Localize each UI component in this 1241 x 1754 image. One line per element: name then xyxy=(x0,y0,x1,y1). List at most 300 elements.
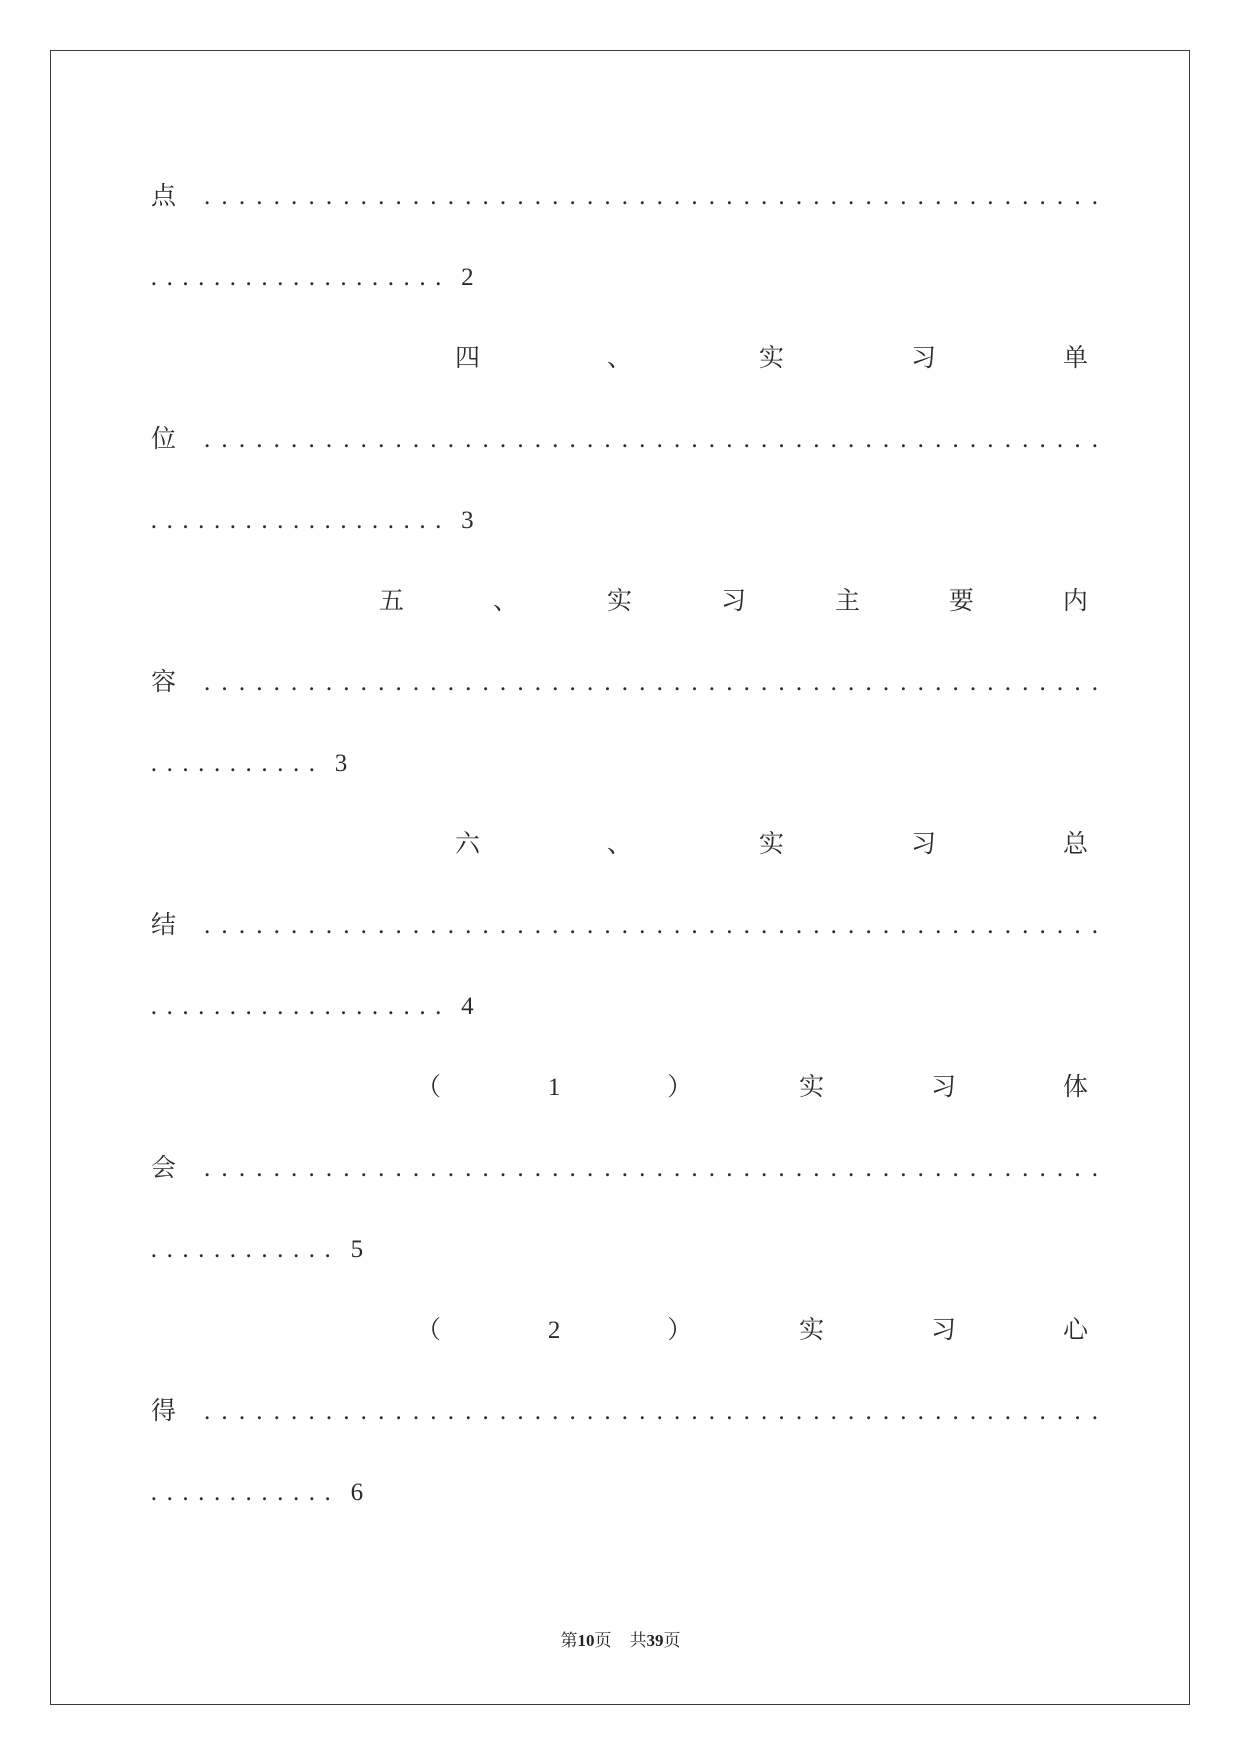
leader-dot: . xyxy=(343,669,350,696)
toc-page-number: 4 xyxy=(461,993,474,1020)
footer-current-page: 10 xyxy=(577,1631,595,1650)
leader-dot: . xyxy=(604,912,611,939)
leader-dot: . xyxy=(213,1479,221,1506)
leader-dot: . xyxy=(482,426,489,453)
page-footer xyxy=(0,1629,1241,1653)
leader-dot: . xyxy=(586,669,594,696)
leader-dot: . xyxy=(1091,1155,1098,1182)
leader-dot: . xyxy=(691,426,698,453)
leader-dot: . xyxy=(198,993,205,1020)
leader-dot: . xyxy=(1056,1398,1064,1425)
dot-leader xyxy=(146,1452,336,1533)
toc-label-end: 得 xyxy=(151,1398,177,1425)
leader-dot: . xyxy=(639,669,646,696)
leader-dot: . xyxy=(499,669,507,696)
leader-dot: . xyxy=(935,1155,942,1182)
leader-dot: . xyxy=(743,1398,750,1425)
leader-dot: . xyxy=(387,507,394,534)
leader-dot: . xyxy=(277,750,284,777)
leader-dot: . xyxy=(182,507,189,534)
leader-dot: . xyxy=(743,912,750,939)
leader-dot: . xyxy=(213,750,221,777)
leader-dot: . xyxy=(1022,669,1029,696)
toc-heading xyxy=(379,561,1088,642)
heading-char: 内 xyxy=(1062,588,1088,615)
leader-dot: . xyxy=(517,1155,524,1182)
leader-dot: . xyxy=(726,426,733,453)
leader-dot: . xyxy=(277,264,284,291)
leader-dot: . xyxy=(291,669,298,696)
leader-dot: . xyxy=(900,1398,907,1425)
toc-label-end: 容 xyxy=(151,669,177,696)
leader-dot: . xyxy=(324,264,331,291)
leader-dot: . xyxy=(830,1155,837,1182)
leader-dot: . xyxy=(356,507,363,534)
leader-dot: . xyxy=(412,426,420,453)
toc-line xyxy=(0,561,1241,642)
leader-dot: . xyxy=(604,183,611,210)
leader-dot: . xyxy=(360,426,367,453)
leader-dot: . xyxy=(340,993,347,1020)
leader-dot: . xyxy=(387,264,394,291)
leader-dot: . xyxy=(198,1479,205,1506)
leader-dot: . xyxy=(517,1398,524,1425)
heading-char: 实 xyxy=(799,1074,825,1101)
leader-dot: . xyxy=(343,426,350,453)
leader-dot: . xyxy=(569,426,576,453)
leader-dot: . xyxy=(340,507,347,534)
leader-dot: . xyxy=(552,1155,559,1182)
leader-dot: . xyxy=(403,993,410,1020)
leader-dot: . xyxy=(465,1398,472,1425)
heading-char: 习 xyxy=(931,1317,957,1344)
leader-dot: . xyxy=(419,264,426,291)
toc-leader-tail xyxy=(146,723,347,804)
leader-dot: . xyxy=(412,183,420,210)
leader-dot: . xyxy=(778,1155,785,1182)
leader-dot: . xyxy=(1004,1155,1011,1182)
leader-dot: . xyxy=(245,507,252,534)
leader-dot: . xyxy=(534,1398,541,1425)
leader-dot: . xyxy=(324,993,331,1020)
leader-dot: . xyxy=(256,426,263,453)
leader-dot: . xyxy=(499,426,507,453)
leader-dot: . xyxy=(325,426,333,453)
leader-dot: . xyxy=(482,1155,489,1182)
leader-dot: . xyxy=(639,426,646,453)
leader-dot: . xyxy=(435,264,442,291)
toc-label-end: 位 xyxy=(151,426,177,453)
leader-dot: . xyxy=(691,183,698,210)
toc-line xyxy=(0,480,1241,561)
toc-line xyxy=(0,1047,1241,1128)
leader-dot: . xyxy=(430,912,437,939)
leader-dot: . xyxy=(987,1155,994,1182)
leader-dot: . xyxy=(917,183,924,210)
leader-dot: . xyxy=(848,183,855,210)
leader-dot: . xyxy=(795,426,803,453)
footer-page-prefix: 第 xyxy=(560,1631,578,1650)
toc-line xyxy=(0,156,1241,237)
leader-dot: . xyxy=(430,1155,437,1182)
leader-dot: . xyxy=(743,1155,750,1182)
leader-dot: . xyxy=(813,669,820,696)
leader-dot: . xyxy=(324,1236,331,1263)
leader-dot: . xyxy=(534,1155,541,1182)
leader-dot: . xyxy=(1004,1398,1011,1425)
leader-dot: . xyxy=(552,669,559,696)
leader-dot: . xyxy=(917,1155,924,1182)
heading-char: 、 xyxy=(492,588,518,615)
leader-dot: . xyxy=(419,507,426,534)
leader-dot: . xyxy=(569,1155,576,1182)
leader-dot: . xyxy=(395,183,402,210)
leader-dot: . xyxy=(569,669,576,696)
leader-dot: . xyxy=(182,264,189,291)
leader-dot: . xyxy=(277,1236,284,1263)
leader-dot: . xyxy=(586,183,594,210)
leader-dot: . xyxy=(378,1155,385,1182)
heading-char: ） xyxy=(667,1074,693,1101)
leader-dot: . xyxy=(830,912,837,939)
leader-dot: . xyxy=(865,1398,872,1425)
heading-char: 五 xyxy=(379,588,405,615)
leader-dot: . xyxy=(778,912,785,939)
leader-dot: . xyxy=(691,1398,698,1425)
leader-dot: . xyxy=(360,912,367,939)
leader-dot: . xyxy=(1004,669,1011,696)
leader-dot: . xyxy=(166,1236,173,1263)
leader-dot: . xyxy=(1056,183,1064,210)
leader-dot: . xyxy=(552,183,559,210)
leader-dot: . xyxy=(621,1398,628,1425)
leader-dot: . xyxy=(691,912,698,939)
leader-dot: . xyxy=(604,1155,611,1182)
leader-dot: . xyxy=(343,1398,350,1425)
leader-dot: . xyxy=(1004,912,1011,939)
leader-dot: . xyxy=(324,507,331,534)
leader-dot: . xyxy=(499,183,507,210)
leader-dot: . xyxy=(325,183,333,210)
leader-dot: . xyxy=(221,426,228,453)
leader-dot: . xyxy=(569,912,576,939)
leader-dot: . xyxy=(917,912,924,939)
leader-dot: . xyxy=(213,993,221,1020)
toc-heading xyxy=(416,1290,1088,1371)
leader-dot: . xyxy=(261,750,268,777)
leader-dot: . xyxy=(639,1398,646,1425)
toc-page-number: 5 xyxy=(350,1236,364,1263)
leader-dot: . xyxy=(1091,426,1098,453)
leader-dot: . xyxy=(273,183,280,210)
leader-dot: . xyxy=(325,1155,333,1182)
leader-dot: . xyxy=(256,1155,263,1182)
leader-dot: . xyxy=(761,426,768,453)
leader-dot: . xyxy=(517,183,524,210)
toc-line xyxy=(0,642,1241,723)
leader-dot: . xyxy=(387,993,394,1020)
leader-dot: . xyxy=(656,1398,663,1425)
leader-dot: . xyxy=(308,669,315,696)
toc-page-number: 3 xyxy=(461,507,474,534)
leader-dot: . xyxy=(198,1236,205,1263)
heading-char: 、 xyxy=(606,345,632,372)
leader-dot: . xyxy=(273,912,280,939)
footer-page-suffix: 页 xyxy=(594,1631,612,1650)
leader-dot: . xyxy=(969,1398,977,1425)
leader-dot: . xyxy=(395,669,402,696)
leader-dot: . xyxy=(182,1479,189,1506)
leader-dot: . xyxy=(291,183,298,210)
leader-dot: . xyxy=(761,912,768,939)
leader-dot: . xyxy=(1056,1155,1064,1182)
leader-dot: . xyxy=(830,183,837,210)
leader-dot: . xyxy=(273,426,280,453)
leader-dot: . xyxy=(447,912,454,939)
leader-dot: . xyxy=(534,426,541,453)
leader-dot: . xyxy=(952,1398,959,1425)
leader-dot: . xyxy=(229,750,236,777)
leader-dot: . xyxy=(308,912,315,939)
heading-char: 习 xyxy=(931,1074,957,1101)
leader-dot: . xyxy=(198,264,205,291)
leader-dot: . xyxy=(308,1479,315,1506)
leader-dot: . xyxy=(673,426,681,453)
footer-total-prefix: 共 xyxy=(629,1631,647,1650)
leader-dot: . xyxy=(256,669,263,696)
dot-leader xyxy=(204,1371,1098,1452)
leader-dot: . xyxy=(150,750,158,777)
leader-dot: . xyxy=(308,183,315,210)
toc-line xyxy=(0,1128,1241,1209)
leader-dot: . xyxy=(221,183,228,210)
leader-dot: . xyxy=(166,1479,173,1506)
leader-dot: . xyxy=(517,426,524,453)
leader-dot: . xyxy=(395,1398,402,1425)
leader-dot: . xyxy=(708,1155,716,1182)
leader-dot: . xyxy=(213,1236,221,1263)
leader-dot: . xyxy=(604,669,611,696)
leader-dot: . xyxy=(882,183,890,210)
leader-dot: . xyxy=(621,912,628,939)
leader-dot: . xyxy=(673,1398,681,1425)
leader-dot: . xyxy=(987,426,994,453)
leader-dot: . xyxy=(1004,183,1011,210)
leader-dot: . xyxy=(552,912,559,939)
leader-dot: . xyxy=(360,1398,367,1425)
leader-dot: . xyxy=(882,426,890,453)
leader-dot: . xyxy=(378,912,385,939)
leader-dot: . xyxy=(813,183,820,210)
heading-char: 2 xyxy=(547,1317,561,1344)
leader-dot: . xyxy=(221,1398,228,1425)
leader-dot: . xyxy=(238,1155,246,1182)
leader-dot: . xyxy=(430,1398,437,1425)
heading-char: 主 xyxy=(834,588,860,615)
leader-dot: . xyxy=(213,264,221,291)
leader-dot: . xyxy=(1074,183,1081,210)
leader-dot: . xyxy=(848,669,855,696)
leader-dot: . xyxy=(900,426,907,453)
leader-dot: . xyxy=(291,912,298,939)
leader-dot: . xyxy=(1091,669,1098,696)
leader-dot: . xyxy=(238,183,246,210)
heading-char: 实 xyxy=(758,831,784,858)
leader-dot: . xyxy=(813,426,820,453)
leader-dot: . xyxy=(1022,426,1029,453)
leader-dot: . xyxy=(656,426,663,453)
toc-leader-tail xyxy=(146,966,474,1047)
leader-dot: . xyxy=(325,1398,333,1425)
leader-dot: . xyxy=(435,993,442,1020)
leader-dot: . xyxy=(277,507,284,534)
leader-dot: . xyxy=(291,426,298,453)
leader-dot: . xyxy=(743,183,750,210)
leader-dot: . xyxy=(256,912,263,939)
heading-char: 要 xyxy=(948,588,974,615)
leader-dot: . xyxy=(935,912,942,939)
dot-leader xyxy=(204,156,1098,237)
leader-dot: . xyxy=(761,1155,768,1182)
leader-dot: . xyxy=(412,1398,420,1425)
toc-page-number: 6 xyxy=(350,1479,364,1506)
leader-dot: . xyxy=(292,264,300,291)
leader-dot: . xyxy=(482,669,489,696)
leader-dot: . xyxy=(1039,426,1046,453)
leader-dot: . xyxy=(865,183,872,210)
heading-char: 1 xyxy=(547,1074,561,1101)
leader-dot: . xyxy=(378,183,385,210)
leader-dot: . xyxy=(308,1236,315,1263)
leader-dot: . xyxy=(412,669,420,696)
heading-char: 实 xyxy=(799,1317,825,1344)
leader-dot: . xyxy=(1074,426,1081,453)
toc-line xyxy=(0,237,1241,318)
leader-dot: . xyxy=(621,426,628,453)
leader-dot: . xyxy=(987,912,994,939)
leader-dot: . xyxy=(778,669,785,696)
leader-dot: . xyxy=(639,183,646,210)
leader-dot: . xyxy=(166,993,173,1020)
toc-line xyxy=(0,1371,1241,1452)
toc-line xyxy=(0,723,1241,804)
leader-dot: . xyxy=(229,1236,236,1263)
leader-dot: . xyxy=(987,1398,994,1425)
leader-dot: . xyxy=(378,426,385,453)
leader-dot: . xyxy=(865,426,872,453)
heading-char: 单 xyxy=(1062,345,1088,372)
leader-dot: . xyxy=(917,426,924,453)
leader-dot: . xyxy=(221,669,228,696)
leader-dot: . xyxy=(708,183,716,210)
leader-dot: . xyxy=(261,264,268,291)
toc-leader-tail xyxy=(146,237,474,318)
leader-dot: . xyxy=(435,507,442,534)
leader-dot: . xyxy=(1039,1155,1046,1182)
leader-dot: . xyxy=(882,1155,890,1182)
leader-dot: . xyxy=(987,183,994,210)
leader-dot: . xyxy=(198,750,205,777)
leader-dot: . xyxy=(917,669,924,696)
leader-dot: . xyxy=(726,183,733,210)
toc-heading xyxy=(455,804,1088,885)
leader-dot: . xyxy=(166,507,173,534)
heading-char: 总 xyxy=(1062,831,1088,858)
leader-dot: . xyxy=(356,264,363,291)
leader-dot: . xyxy=(586,1398,594,1425)
leader-dot: . xyxy=(325,912,333,939)
leader-dot: . xyxy=(708,1398,716,1425)
leader-dot: . xyxy=(447,183,454,210)
leader-dot: . xyxy=(245,264,252,291)
leader-dot: . xyxy=(552,426,559,453)
heading-char: 实 xyxy=(758,345,784,372)
heading-char: 习 xyxy=(720,588,746,615)
leader-dot: . xyxy=(813,1398,820,1425)
leader-dot: . xyxy=(256,183,263,210)
leader-dot: . xyxy=(245,1236,252,1263)
leader-dot: . xyxy=(308,507,315,534)
leader-dot: . xyxy=(256,1398,263,1425)
dot-leader xyxy=(204,399,1098,480)
leader-dot: . xyxy=(150,264,158,291)
leader-dot: . xyxy=(292,507,300,534)
leader-dot: . xyxy=(778,426,785,453)
leader-dot: . xyxy=(419,993,426,1020)
leader-dot: . xyxy=(308,993,315,1020)
leader-dot: . xyxy=(465,183,472,210)
leader-dot: . xyxy=(848,426,855,453)
leader-dot: . xyxy=(465,426,472,453)
leader-dot: . xyxy=(182,1236,189,1263)
leader-dot: . xyxy=(150,1479,158,1506)
leader-dot: . xyxy=(198,507,205,534)
leader-dot: . xyxy=(586,426,594,453)
leader-dot: . xyxy=(340,264,347,291)
leader-dot: . xyxy=(865,912,872,939)
leader-dot: . xyxy=(935,426,942,453)
leader-dot: . xyxy=(534,669,541,696)
leader-dot: . xyxy=(621,183,628,210)
leader-dot: . xyxy=(447,669,454,696)
leader-dot: . xyxy=(673,912,681,939)
leader-dot: . xyxy=(150,993,158,1020)
dot-leader xyxy=(146,237,446,318)
leader-dot: . xyxy=(900,183,907,210)
leader-dot: . xyxy=(403,507,410,534)
leader-dot: . xyxy=(229,993,236,1020)
leader-dot: . xyxy=(238,912,246,939)
leader-dot: . xyxy=(245,750,252,777)
leader-dot: . xyxy=(1056,912,1064,939)
leader-dot: . xyxy=(499,912,507,939)
toc-line xyxy=(0,1209,1241,1290)
leader-dot: . xyxy=(371,993,379,1020)
leader-dot: . xyxy=(569,183,576,210)
leader-dot: . xyxy=(656,669,663,696)
dot-leader xyxy=(146,723,320,804)
leader-dot: . xyxy=(935,669,942,696)
toc-page-number: 2 xyxy=(461,264,474,291)
leader-dot: . xyxy=(324,1479,331,1506)
leader-dot: . xyxy=(586,912,594,939)
footer-total-suffix: 页 xyxy=(663,1631,681,1650)
leader-dot: . xyxy=(1022,1398,1029,1425)
toc-line xyxy=(0,804,1241,885)
leader-dot: . xyxy=(204,183,211,210)
dot-leader xyxy=(146,1209,336,1290)
leader-dot: . xyxy=(743,426,750,453)
